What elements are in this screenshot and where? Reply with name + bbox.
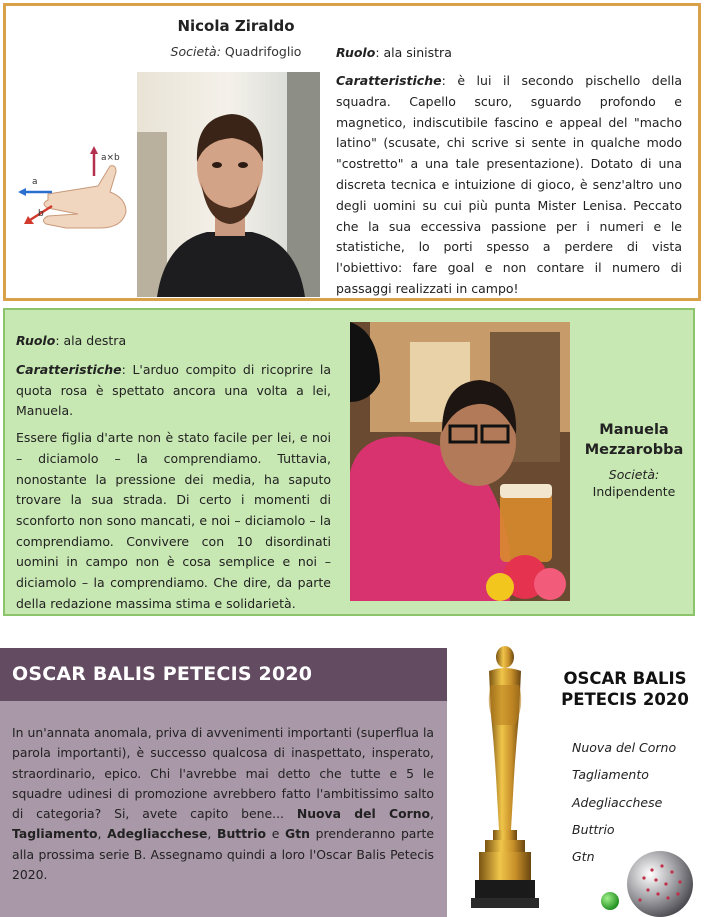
separator: , bbox=[97, 826, 108, 842]
list-item: Buttrio bbox=[572, 821, 615, 837]
separator: , bbox=[430, 806, 434, 822]
list-item: Adegliacchese bbox=[572, 794, 663, 810]
team-name: Gtn bbox=[285, 826, 310, 842]
club-value: Indipendente bbox=[592, 484, 676, 499]
oscar-statuette-image bbox=[455, 645, 555, 910]
oscar-outro: prenderanno parte alla prossima serie B. Assegnamo quindi a loro l'Oscar Balis Petecis 2020. bbox=[12, 826, 434, 883]
list-item: Nuova del Corno bbox=[572, 740, 677, 755]
right-hand-rule-diagram bbox=[18, 146, 138, 236]
player-name: Nicola Ziraldo bbox=[177, 17, 295, 35]
player-description bbox=[336, 71, 682, 300]
player-name bbox=[579, 420, 689, 460]
diagram-label-axb: a×b bbox=[101, 153, 120, 163]
player-club bbox=[156, 44, 316, 59]
oscar-banner bbox=[0, 648, 447, 701]
oscar-article-text bbox=[12, 723, 434, 885]
team-name: Buttrio bbox=[217, 826, 267, 842]
oscar-article bbox=[0, 701, 447, 917]
oscar-side-title-line1: OSCAR BALIS bbox=[563, 669, 687, 688]
oscar-intro: In un'annata anomala, priva di avvenimenti importanti (superflua la parola importanti), è successo qualcosa di inaspettato, insperato, straordinario, epico. Chi l'avrebbe mai detto che tutte e 5 le squadre udinesi di promozione avrebbero fatto l'ambitissimo salto di categoria? Si, avete capito bene... bbox=[12, 725, 434, 822]
role-label: Ruolo bbox=[16, 333, 56, 348]
role-label: Ruolo bbox=[336, 45, 376, 60]
role-value: : ala sinistra bbox=[375, 45, 452, 60]
player-photo bbox=[137, 72, 320, 297]
list-item: Tagliamento bbox=[572, 767, 649, 783]
team-name: Adegliacchese bbox=[107, 826, 208, 842]
player-role bbox=[16, 333, 126, 348]
traits-label: Caratteristiche bbox=[336, 73, 442, 88]
player-name-line1: Manuela bbox=[599, 422, 669, 438]
oscar-side-title-line2: PETECIS 2020 bbox=[561, 690, 689, 709]
oscar-side-title bbox=[550, 668, 700, 710]
club-label: Società: bbox=[170, 44, 221, 59]
player-description bbox=[16, 360, 331, 620]
team-name: Tagliamento bbox=[12, 826, 98, 842]
separator: , bbox=[207, 826, 218, 842]
bocce-balls-image bbox=[600, 848, 710, 917]
player-name-line2: Mezzarobba bbox=[584, 442, 684, 458]
traits-label: Caratteristiche bbox=[16, 362, 122, 377]
traits-text: : L'arduo compito di ricoprire la quota rosa è spettato ancora una volta a lei, Manuela. bbox=[16, 362, 331, 419]
club-value: Quadrifoglio bbox=[224, 44, 302, 59]
role-value: : ala destra bbox=[55, 333, 127, 348]
list-item: Gtn bbox=[572, 849, 595, 865]
diagram-label-a: a bbox=[32, 177, 38, 187]
player-role bbox=[336, 45, 452, 60]
player-club bbox=[579, 466, 689, 500]
player-card-nicola bbox=[3, 3, 701, 301]
traits-text: : è lui il secondo pischello della squadra. Capello scuro, sguardo profondo e magnetico, indiscutibile fascino e appeal del "macho latino" (scusate, chi scrive si sente in qualche modo "costretto" a una tale presentazione). Dotato di una discreta tecnica e intuizione di gioco, è senz'altro uno degli uomini su cui più punta Mister Lenisa. Peccato che la sua eccessiva passione per i numeri e le statistiche, lo porti spesso a perdere di vista l'obiettivo: fare goal e non contare il numero di passaggi realizzati in campo! bbox=[336, 73, 682, 296]
player-card-manuela bbox=[3, 308, 695, 616]
club-label: Società: bbox=[608, 467, 660, 482]
oscar-banner-title: OSCAR BALIS PETECIS 2020 bbox=[12, 663, 313, 685]
diagram-label-b: b bbox=[38, 209, 44, 219]
team-name: Nuova del Corno bbox=[296, 806, 431, 822]
bio-paragraph: Essere figlia d'arte non è stato facile per lei, e noi – diciamolo – la comprendiamo. Tuttavia, nonostante la pressione dei media, ha saputo trovare la sua strada. Di certo i momenti di sconforto non sono mancati, e noi – diciamolo – la comprendiamo. Convivere con 10 disordinati uomini in campo non è cosa semplice e noi – diciamolo – la comprendiamo. Che dire, da parte della redazione massima stima e solidarietà. bbox=[16, 430, 331, 611]
separator: e bbox=[266, 826, 286, 842]
traits-paragraph bbox=[16, 360, 331, 422]
player-photo bbox=[350, 322, 570, 601]
